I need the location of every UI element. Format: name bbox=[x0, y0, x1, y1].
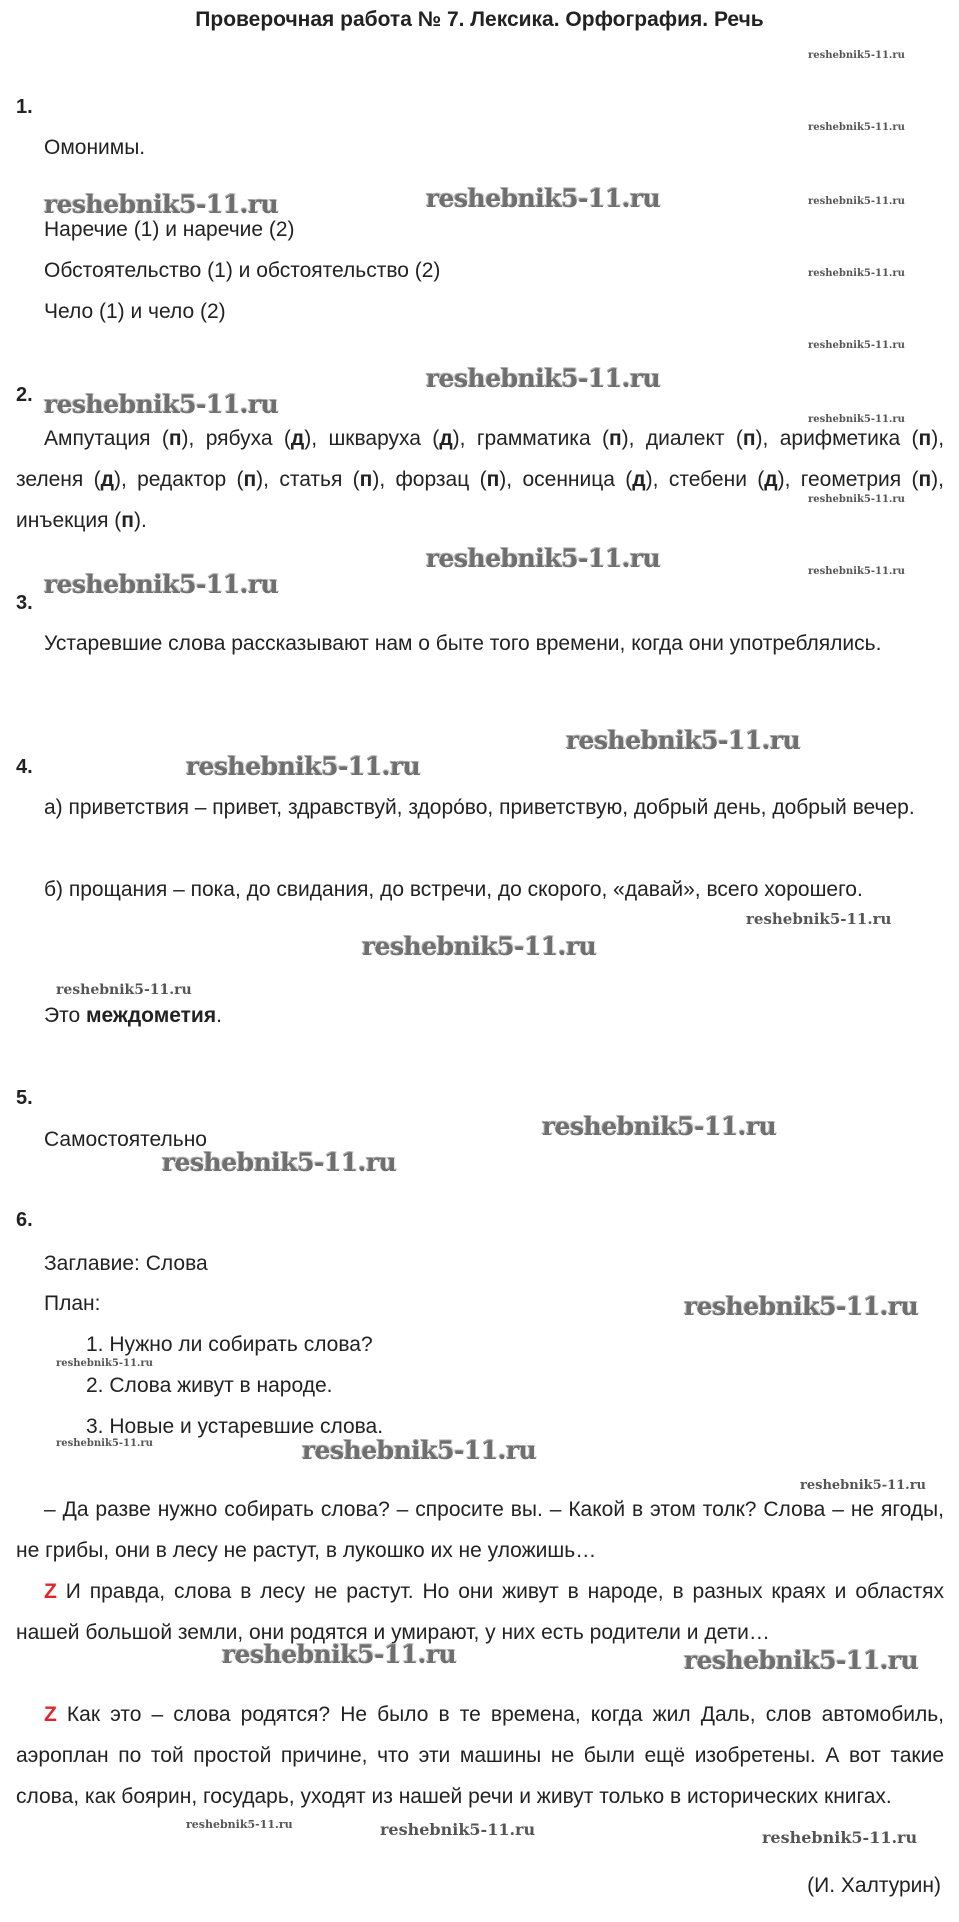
watermark: reshebnik5-11.ru bbox=[684, 1292, 919, 1321]
origin-marker: п bbox=[486, 468, 500, 491]
essay-paragraph-2: Z И правда, слова в лесу не растут. Но они живут в народе, в разных краях и областях нашей большой земли, они родятся и умирают, у них есть родители и дети… bbox=[16, 1580, 944, 1644]
watermark: reshebnik5-11.ru bbox=[56, 982, 192, 998]
origin-marker: д bbox=[439, 427, 453, 450]
word: рябуха ( bbox=[205, 427, 291, 450]
word-suffix: ), bbox=[499, 468, 523, 491]
section-1-number: 1. bbox=[16, 96, 33, 118]
word: геометрия ( bbox=[800, 468, 919, 491]
word-suffix: ), bbox=[931, 468, 944, 491]
watermark: reshebnik5-11.ru bbox=[56, 1438, 153, 1449]
watermark: reshebnik5-11.ru bbox=[800, 1478, 927, 1493]
watermark: reshebnik5-11.ru bbox=[426, 184, 661, 213]
section-4-greetings: а) приветствия – привет, здравствуй, здоро́во, приветствую, добрый день, добрый вечер. bbox=[44, 796, 915, 819]
watermark: reshebnik5-11.ru bbox=[186, 1818, 293, 1831]
watermark: reshebnik5-11.ru bbox=[746, 910, 892, 928]
word-suffix: ), bbox=[256, 468, 280, 491]
section-1-line-2: Наречие (1) и наречие (2) bbox=[44, 218, 295, 241]
word-suffix: ), bbox=[113, 468, 138, 491]
origin-marker: д bbox=[100, 468, 114, 491]
essay-paragraph-1: – Да разве нужно собирать слова? – спросите вы. – Какой в этом толк? Слова – не ягоды, не грибы, они в лесу не растут, в лукошко их не уложишь… bbox=[16, 1498, 944, 1562]
watermark: reshebnik5-11.ru bbox=[380, 1820, 536, 1839]
word: редактор ( bbox=[137, 468, 244, 491]
word-suffix: ), bbox=[181, 427, 206, 450]
watermark: reshebnik5-11.ru bbox=[44, 570, 279, 599]
word-suffix: ), bbox=[931, 427, 945, 450]
section-5-number: 5. bbox=[16, 1087, 33, 1109]
origin-marker: д bbox=[290, 427, 305, 450]
section-6-heading: Заглавие: Слова bbox=[44, 1252, 208, 1275]
bold-term: междометия bbox=[86, 1004, 217, 1027]
watermark: reshebnik5-11.ru bbox=[162, 1148, 397, 1177]
section-4-farewells: б) прощания – пока, до свидания, до встречи, до скорого, «давай», всего хорошего. bbox=[44, 878, 863, 901]
watermark: reshebnik5-11.ru bbox=[44, 390, 279, 419]
essay-paragraph-3: Z Как это – слова родятся? Не было в те времена, когда жил Даль, слов автомобиль, аэроплан по той простой причине, что эти машины не были ещё изобретены. А вот такие слова, как боярин, государь, уходят из нашей речи и живут только в исторических книгах. bbox=[16, 1703, 944, 1808]
watermark: reshebnik5-11.ru bbox=[222, 1640, 457, 1669]
origin-marker: п bbox=[359, 468, 373, 491]
watermark: reshebnik5-11.ru bbox=[808, 50, 905, 61]
word: осенница ( bbox=[522, 468, 633, 491]
section-3-answer: Устаревшие слова рассказывают нам о быте того времени, когда они употреблялись. bbox=[44, 632, 882, 655]
origin-marker: п bbox=[243, 468, 257, 491]
section-4-conclusion: Это междометия. bbox=[44, 1004, 222, 1027]
word: Ампутация ( bbox=[44, 427, 169, 450]
word-suffix: ), bbox=[777, 468, 801, 491]
section-2-number: 2. bbox=[16, 384, 33, 406]
paragraph-marker: Z bbox=[44, 1703, 57, 1726]
origin-marker: д bbox=[764, 468, 778, 491]
origin-marker: п bbox=[918, 468, 932, 491]
word-suffix: ), bbox=[645, 468, 669, 491]
watermark: reshebnik5-11.ru bbox=[762, 1828, 918, 1847]
watermark: reshebnik5-11.ru bbox=[808, 340, 905, 351]
word: диалект ( bbox=[645, 427, 743, 450]
watermark: reshebnik5-11.ru bbox=[808, 566, 905, 577]
watermark: reshebnik5-11.ru bbox=[186, 752, 421, 781]
plan-item-1: 1. Нужно ли собирать слова? bbox=[86, 1333, 373, 1356]
word-suffix: ), bbox=[755, 427, 780, 450]
word-suffix: ), bbox=[621, 427, 646, 450]
watermark: reshebnik5-11.ru bbox=[56, 1358, 153, 1369]
word: зеленя ( bbox=[16, 468, 101, 491]
watermark: reshebnik5-11.ru bbox=[808, 494, 905, 505]
watermark: reshebnik5-11.ru bbox=[808, 122, 905, 133]
section-5-answer: Самостоятельно bbox=[44, 1128, 207, 1151]
plan-item-3: 3. Новые и устаревшие слова. bbox=[86, 1415, 384, 1438]
origin-marker: д bbox=[632, 468, 646, 491]
watermark: reshebnik5-11.ru bbox=[808, 196, 905, 207]
section-3-number: 3. bbox=[16, 592, 33, 614]
word-suffix: ). bbox=[133, 509, 147, 532]
watermark: reshebnik5-11.ru bbox=[362, 932, 597, 961]
word: статья ( bbox=[279, 468, 360, 491]
origin-marker: п bbox=[121, 509, 134, 532]
word: арифметика ( bbox=[779, 427, 919, 450]
watermark: reshebnik5-11.ru bbox=[566, 726, 801, 755]
watermark: reshebnik5-11.ru bbox=[44, 190, 279, 219]
essay-author: (И. Халтурин) bbox=[807, 1874, 941, 1897]
origin-marker: п bbox=[918, 427, 932, 450]
section-2-word-list bbox=[16, 418, 944, 541]
origin-marker: п bbox=[608, 427, 622, 450]
watermark: reshebnik5-11.ru bbox=[542, 1112, 777, 1141]
plan-item-2: 2. Слова живут в народе. bbox=[86, 1374, 333, 1397]
watermark: reshebnik5-11.ru bbox=[684, 1646, 919, 1675]
section-6-plan-label: План: bbox=[44, 1292, 101, 1315]
word: шкваруха ( bbox=[328, 427, 440, 450]
watermark: reshebnik5-11.ru bbox=[808, 268, 905, 279]
watermark: reshebnik5-11.ru bbox=[808, 414, 905, 425]
section-1-line-1: Омонимы. bbox=[44, 136, 146, 159]
word: форзац ( bbox=[395, 468, 487, 491]
word-suffix: ), bbox=[304, 427, 329, 450]
watermark: reshebnik5-11.ru bbox=[426, 364, 661, 393]
watermark: reshebnik5-11.ru bbox=[302, 1436, 537, 1465]
section-6-number: 6. bbox=[16, 1209, 33, 1231]
origin-marker: п bbox=[168, 427, 182, 450]
page-title: Проверочная работа № 7. Лексика. Орфография. Речь bbox=[195, 8, 764, 31]
word: стебени ( bbox=[668, 468, 765, 491]
origin-marker: п bbox=[742, 427, 756, 450]
word-suffix: ), bbox=[452, 427, 477, 450]
section-1-line-4: Чело (1) и чело (2) bbox=[44, 300, 226, 323]
word: инъекция ( bbox=[16, 509, 122, 532]
paragraph-marker: Z bbox=[44, 1580, 57, 1603]
section-1-line-3: Обстоятельство (1) и обстоятельство (2) bbox=[44, 259, 441, 282]
word-suffix: ), bbox=[372, 468, 396, 491]
watermark: reshebnik5-11.ru bbox=[426, 544, 661, 573]
section-4-number: 4. bbox=[16, 756, 33, 778]
word: грамматика ( bbox=[476, 427, 609, 450]
